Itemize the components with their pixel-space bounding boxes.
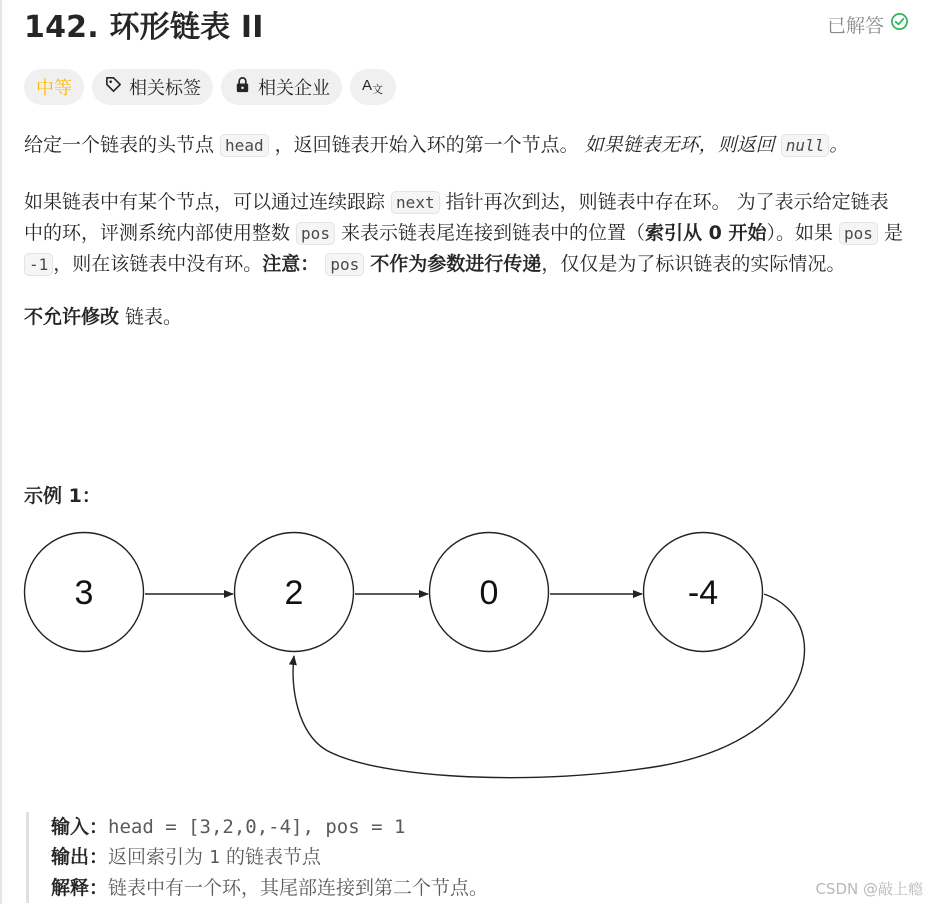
- text: ，仅仅是为了标识链表的实际情况。: [541, 253, 846, 275]
- inline-code: pos: [839, 222, 878, 245]
- input-label: 输入：: [51, 816, 109, 838]
- translate-button[interactable]: [350, 69, 396, 105]
- node-value: -4: [687, 574, 719, 612]
- inline-code: next: [391, 191, 440, 214]
- text: 如果链表中有某个节点，可以通过连续跟踪: [24, 191, 392, 213]
- node-value: 3: [74, 574, 94, 612]
- svg-text:A: A: [362, 76, 373, 94]
- input-value: head = [3,2,0,-4], pos = 1: [108, 816, 406, 838]
- title-row: [24, 2, 909, 46]
- inline-code: head: [220, 134, 269, 157]
- inline-code: pos: [296, 222, 335, 245]
- output-text: 返回索引为: [108, 846, 210, 868]
- description-paragraph-2: [24, 187, 904, 280]
- bold-text: 不允许修改: [24, 306, 120, 328]
- text: 来表示链表尾连接到链表中的位置（: [334, 222, 645, 244]
- related-companies-button[interactable]: [221, 69, 342, 105]
- solved-status: [827, 11, 909, 38]
- problem-title[interactable]: 142. 环形链表 II: [24, 10, 264, 45]
- text: ）。如果: [766, 222, 839, 244]
- output-index: 1: [209, 847, 220, 868]
- node-value: 2: [284, 574, 304, 612]
- bold-text: 注意：: [262, 253, 320, 275]
- output-label: 输出：: [51, 846, 109, 868]
- linked-list-diagram: [20, 528, 820, 788]
- text: 。: [829, 134, 849, 156]
- problem-description: [24, 130, 904, 333]
- difficulty-label: 中等: [36, 78, 72, 99]
- node-value: 0: [479, 574, 499, 612]
- tag-icon: [104, 75, 123, 99]
- example-input-line: [51, 812, 811, 842]
- explain-text: 链表中有一个环，其尾部连接到第二个节点。: [108, 877, 489, 899]
- example-title: 示例 1：: [24, 485, 101, 507]
- text: ，返回链表开始入环的第一个节点。: [268, 134, 585, 156]
- output-text: 的链表节点: [219, 846, 321, 868]
- related-tags-label: 相关标签: [129, 78, 201, 99]
- text: 链表。: [119, 306, 183, 328]
- solved-label: 已解答: [826, 14, 884, 37]
- example-explain-line: [51, 873, 811, 903]
- text: 给定一个链表的头节点: [24, 134, 221, 156]
- related-tags-button[interactable]: [92, 69, 213, 105]
- description-paragraph-3: [24, 302, 904, 333]
- check-circle-icon: [890, 12, 909, 36]
- watermark: CSDN @敲上瘾: [815, 880, 923, 898]
- explain-label: 解释：: [51, 877, 109, 899]
- description-paragraph-1: [24, 130, 904, 161]
- text: ，则在该链表中没有环。: [53, 253, 263, 275]
- example-io-block: [26, 812, 811, 903]
- svg-text:文: 文: [372, 82, 383, 95]
- inline-code: null: [781, 134, 830, 157]
- example-output-line: [51, 842, 811, 873]
- inline-code: -1: [24, 253, 53, 276]
- emphasis-text: [585, 134, 849, 156]
- tag-bar: [24, 69, 396, 105]
- bold-text: 索引从 0 开始: [645, 222, 767, 244]
- text: 指针再次到达，则链表中存在环。 为了表示给定链表中的环，评测系统内部使用整数: [24, 191, 889, 244]
- text: 如果链表无环，则返回: [584, 134, 781, 156]
- translate-icon: [362, 75, 384, 100]
- lock-icon: [233, 75, 252, 99]
- text: 是: [877, 222, 903, 244]
- left-border: [0, 0, 2, 904]
- inline-code: pos: [325, 253, 364, 276]
- bold-text: 不作为参数进行传递: [370, 253, 542, 275]
- difficulty-badge: [24, 69, 84, 105]
- related-companies-label: 相关企业: [258, 78, 330, 99]
